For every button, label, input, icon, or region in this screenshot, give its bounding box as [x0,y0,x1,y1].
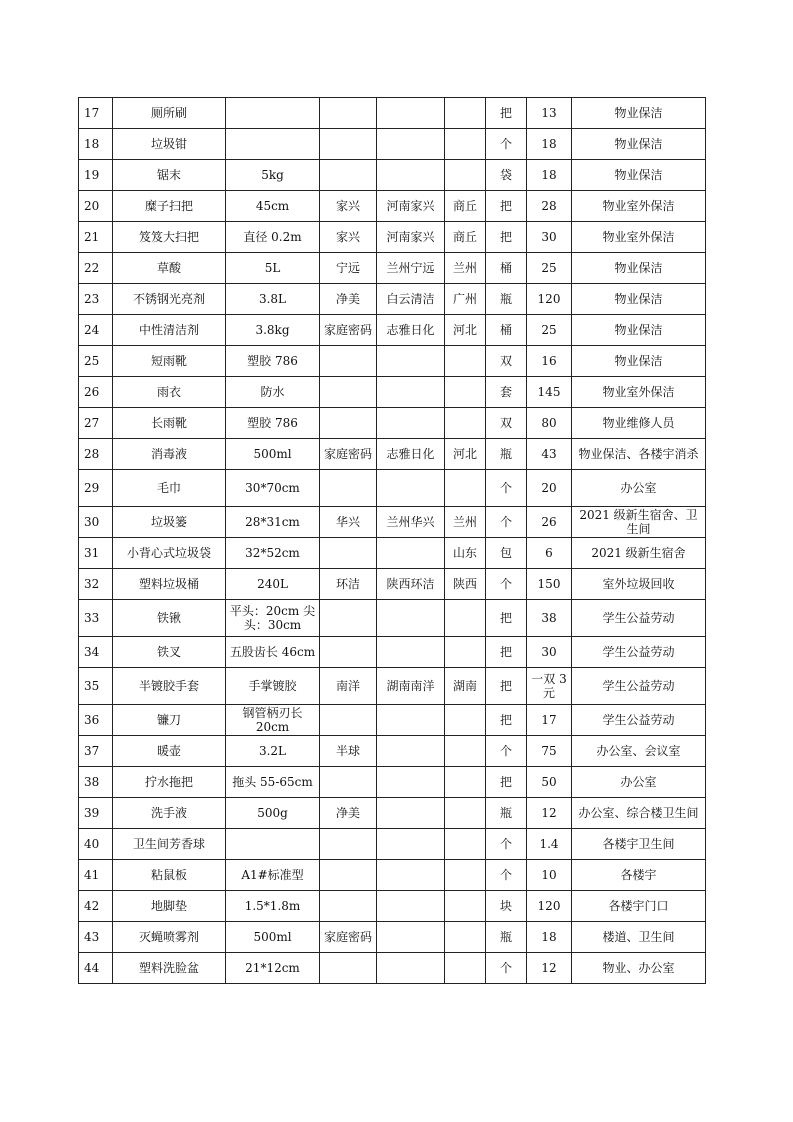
cell-specification [226,829,320,860]
cell-usage: 学生公益劳动 [572,600,706,637]
cell-specification [226,129,320,160]
cell-unit-price: 6 [527,538,572,569]
cell-item-name: 铁锹 [113,600,226,637]
cell-unit-price: 一双 3 元 [527,668,572,705]
cell-unit-price: 38 [527,600,572,637]
cell-number: 24 [79,315,113,346]
cell-brand [320,160,377,191]
cell-unit: 套 [486,377,527,408]
cell-unit: 包 [486,538,527,569]
cell-number: 29 [79,470,113,507]
cell-unit: 把 [486,191,527,222]
cell-origin [445,408,486,439]
cell-usage: 物业保洁 [572,346,706,377]
table-row [79,798,706,829]
cell-item-name: 铁叉 [113,637,226,668]
cell-specification: 21*12cm [226,953,320,984]
cell-specification: 500g [226,798,320,829]
cell-unit: 个 [486,860,527,891]
cell-origin [445,129,486,160]
cell-usage: 办公室、会议室 [572,736,706,767]
cell-usage: 物业室外保洁 [572,191,706,222]
cell-item-name: 粘鼠板 [113,860,226,891]
table-row [79,191,706,222]
cell-origin [445,600,486,637]
cell-usage: 物业维修人员 [572,408,706,439]
cell-brand [320,637,377,668]
cell-number: 42 [79,891,113,922]
cell-item-name: 小背心式垃圾袋 [113,538,226,569]
cell-specification: 拖头 55-65cm [226,767,320,798]
cell-unit: 瓶 [486,798,527,829]
cell-origin [445,736,486,767]
cell-manufacturer [377,538,445,569]
cell-unit: 块 [486,891,527,922]
cell-brand: 家兴 [320,222,377,253]
cell-number: 26 [79,377,113,408]
cell-item-name: 卫生间芳香球 [113,829,226,860]
table-row [79,315,706,346]
cell-manufacturer [377,408,445,439]
cell-item-name: 暖壶 [113,736,226,767]
cell-unit-price: 75 [527,736,572,767]
cell-origin [445,470,486,507]
cell-brand: 家庭密码 [320,922,377,953]
table-row [79,922,706,953]
cell-unit: 把 [486,98,527,129]
cell-number: 41 [79,860,113,891]
cell-usage: 办公室 [572,470,706,507]
cell-unit-price: 1.4 [527,829,572,860]
cell-origin [445,98,486,129]
cell-item-name: 拧水拖把 [113,767,226,798]
cell-usage: 办公室、综合楼卫生间 [572,798,706,829]
cell-usage: 楼道、卫生间 [572,922,706,953]
cell-usage: 物业保洁、各楼宇消杀 [572,439,706,470]
cell-brand: 宁远 [320,253,377,284]
cell-unit-price: 120 [527,891,572,922]
table-row [79,222,706,253]
cell-unit-price: 12 [527,953,572,984]
cell-item-name: 锯末 [113,160,226,191]
table-row [79,346,706,377]
cell-number: 32 [79,569,113,600]
cell-manufacturer [377,798,445,829]
cell-usage: 物业保洁 [572,160,706,191]
cell-unit-price: 25 [527,315,572,346]
cell-origin [445,767,486,798]
cell-unit-price: 25 [527,253,572,284]
cell-unit: 瓶 [486,922,527,953]
cell-unit-price: 30 [527,637,572,668]
cell-number: 23 [79,284,113,315]
cell-origin [445,891,486,922]
cell-manufacturer: 兰州华兴 [377,507,445,538]
table-row [79,284,706,315]
cell-manufacturer [377,129,445,160]
cell-manufacturer: 志雅日化 [377,315,445,346]
inventory-table [78,97,706,984]
cell-brand: 华兴 [320,507,377,538]
cell-usage: 物业、办公室 [572,953,706,984]
cell-unit: 把 [486,222,527,253]
table-row [79,637,706,668]
cell-unit: 双 [486,408,527,439]
table-row [79,668,706,705]
cell-item-name: 不锈钢光亮剂 [113,284,226,315]
cell-manufacturer [377,98,445,129]
cell-number: 28 [79,439,113,470]
cell-origin: 兰州 [445,507,486,538]
table-row [79,538,706,569]
cell-origin: 河北 [445,439,486,470]
cell-item-name: 镰刀 [113,705,226,736]
cell-specification: 五股齿长 46cm [226,637,320,668]
cell-brand [320,891,377,922]
cell-origin [445,346,486,377]
cell-specification: 3.2L [226,736,320,767]
cell-unit: 瓶 [486,284,527,315]
cell-unit: 把 [486,637,527,668]
cell-origin [445,377,486,408]
cell-unit: 个 [486,829,527,860]
cell-item-name: 塑料洗脸盆 [113,953,226,984]
cell-unit-price: 16 [527,346,572,377]
cell-origin [445,705,486,736]
cell-usage: 各楼宇 [572,860,706,891]
cell-unit-price: 28 [527,191,572,222]
cell-origin [445,160,486,191]
table-row [79,569,706,600]
cell-brand: 家兴 [320,191,377,222]
cell-unit: 个 [486,569,527,600]
cell-unit: 个 [486,470,527,507]
cell-manufacturer: 白云清洁 [377,284,445,315]
cell-origin [445,953,486,984]
cell-specification: 45cm [226,191,320,222]
cell-item-name: 笈笈大扫把 [113,222,226,253]
cell-manufacturer: 志雅日化 [377,439,445,470]
cell-unit: 把 [486,600,527,637]
cell-usage: 学生公益劳动 [572,637,706,668]
cell-unit: 袋 [486,160,527,191]
cell-specification: 3.8kg [226,315,320,346]
cell-specification: 手掌镀胶 [226,668,320,705]
cell-unit: 个 [486,953,527,984]
cell-usage: 物业保洁 [572,315,706,346]
cell-number: 33 [79,600,113,637]
cell-specification: 30*70cm [226,470,320,507]
cell-number: 38 [79,767,113,798]
cell-brand [320,408,377,439]
cell-manufacturer: 湖南南洋 [377,668,445,705]
cell-unit: 个 [486,736,527,767]
cell-item-name: 消毒液 [113,439,226,470]
cell-unit: 瓶 [486,439,527,470]
table-row [79,408,706,439]
cell-specification: 500ml [226,922,320,953]
cell-usage: 学生公益劳动 [572,705,706,736]
cell-item-name: 草酸 [113,253,226,284]
cell-usage: 各楼宇卫生间 [572,829,706,860]
cell-item-name: 雨衣 [113,377,226,408]
cell-manufacturer [377,377,445,408]
cell-manufacturer [377,470,445,507]
cell-manufacturer [377,829,445,860]
cell-origin [445,798,486,829]
cell-usage: 物业室外保洁 [572,377,706,408]
cell-specification: A1#标准型 [226,860,320,891]
cell-manufacturer [377,705,445,736]
table-row [79,829,706,860]
cell-unit-price: 18 [527,922,572,953]
cell-manufacturer [377,891,445,922]
cell-unit-price: 10 [527,860,572,891]
cell-item-name: 短雨靴 [113,346,226,377]
cell-brand [320,346,377,377]
cell-origin: 商丘 [445,222,486,253]
cell-specification: 防水 [226,377,320,408]
cell-manufacturer [377,860,445,891]
cell-number: 20 [79,191,113,222]
cell-number: 27 [79,408,113,439]
table-row [79,160,706,191]
cell-origin: 商丘 [445,191,486,222]
table-row [79,705,706,736]
cell-origin: 湖南 [445,668,486,705]
cell-unit-price: 50 [527,767,572,798]
cell-usage: 物业保洁 [572,129,706,160]
cell-usage: 2021 级新生宿舍 [572,538,706,569]
cell-number: 43 [79,922,113,953]
table-row [79,736,706,767]
table-row [79,98,706,129]
cell-item-name: 垃圾篓 [113,507,226,538]
cell-number: 22 [79,253,113,284]
cell-specification: 500ml [226,439,320,470]
cell-specification: 塑胶 786 [226,346,320,377]
cell-usage: 物业保洁 [572,98,706,129]
cell-unit-price: 17 [527,705,572,736]
cell-brand: 净美 [320,798,377,829]
table-row [79,129,706,160]
cell-number: 44 [79,953,113,984]
cell-item-name: 洗手液 [113,798,226,829]
cell-manufacturer: 兰州宁远 [377,253,445,284]
cell-origin: 广州 [445,284,486,315]
cell-unit-price: 150 [527,569,572,600]
cell-unit-price: 80 [527,408,572,439]
cell-number: 25 [79,346,113,377]
cell-manufacturer [377,160,445,191]
cell-unit-price: 12 [527,798,572,829]
cell-specification: 5L [226,253,320,284]
cell-origin: 河北 [445,315,486,346]
cell-brand [320,129,377,160]
cell-specification: 28*31cm [226,507,320,538]
cell-specification: 240L [226,569,320,600]
cell-specification: 塑胶 786 [226,408,320,439]
cell-brand [320,829,377,860]
cell-origin [445,637,486,668]
cell-number: 40 [79,829,113,860]
table-body [79,98,706,984]
cell-brand [320,377,377,408]
cell-number: 31 [79,538,113,569]
cell-unit-price: 30 [527,222,572,253]
cell-usage: 各楼宇门口 [572,891,706,922]
cell-usage: 学生公益劳动 [572,668,706,705]
cell-item-name: 糜子扫把 [113,191,226,222]
cell-manufacturer: 河南家兴 [377,222,445,253]
table-row [79,439,706,470]
cell-origin: 山东 [445,538,486,569]
cell-brand: 净美 [320,284,377,315]
cell-unit-price: 26 [527,507,572,538]
cell-number: 37 [79,736,113,767]
cell-specification [226,98,320,129]
cell-specification: 钢管柄刃长 20cm [226,705,320,736]
cell-unit-price: 20 [527,470,572,507]
cell-item-name: 垃圾钳 [113,129,226,160]
cell-specification: 平头：20cm 尖头：30cm [226,600,320,637]
cell-unit: 个 [486,129,527,160]
table-row [79,953,706,984]
cell-unit-price: 18 [527,129,572,160]
cell-specification: 1.5*1.8m [226,891,320,922]
cell-brand [320,705,377,736]
cell-unit: 把 [486,668,527,705]
cell-brand [320,767,377,798]
cell-unit-price: 13 [527,98,572,129]
cell-usage: 办公室 [572,767,706,798]
cell-number: 17 [79,98,113,129]
cell-item-name: 半镀胶手套 [113,668,226,705]
cell-manufacturer [377,600,445,637]
cell-number: 35 [79,668,113,705]
cell-unit: 把 [486,705,527,736]
cell-number: 19 [79,160,113,191]
cell-usage: 2021 级新生宿舍、卫生间 [572,507,706,538]
cell-specification: 直径 0.2m [226,222,320,253]
cell-brand: 半球 [320,736,377,767]
cell-manufacturer [377,953,445,984]
cell-unit: 桶 [486,253,527,284]
cell-item-name: 长雨靴 [113,408,226,439]
cell-origin: 陕西 [445,569,486,600]
cell-brand: 家庭密码 [320,315,377,346]
cell-unit-price: 145 [527,377,572,408]
cell-manufacturer: 陕西环洁 [377,569,445,600]
cell-item-name: 塑料垃圾桶 [113,569,226,600]
table-row [79,767,706,798]
cell-usage: 物业保洁 [572,284,706,315]
cell-number: 36 [79,705,113,736]
cell-number: 30 [79,507,113,538]
cell-number: 21 [79,222,113,253]
cell-unit: 个 [486,507,527,538]
cell-item-name: 中性清洁剂 [113,315,226,346]
cell-origin [445,922,486,953]
cell-manufacturer [377,637,445,668]
cell-usage: 室外垃圾回收 [572,569,706,600]
table-row [79,253,706,284]
cell-item-name: 厕所刷 [113,98,226,129]
cell-manufacturer: 河南家兴 [377,191,445,222]
cell-unit: 双 [486,346,527,377]
cell-brand: 环洁 [320,569,377,600]
cell-specification: 32*52cm [226,538,320,569]
table-row [79,507,706,538]
cell-manufacturer [377,736,445,767]
cell-specification: 5kg [226,160,320,191]
cell-origin: 兰州 [445,253,486,284]
cell-brand [320,600,377,637]
cell-unit-price: 120 [527,284,572,315]
cell-brand [320,953,377,984]
table-row [79,891,706,922]
cell-manufacturer [377,922,445,953]
cell-manufacturer [377,767,445,798]
cell-unit-price: 43 [527,439,572,470]
cell-unit-price: 18 [527,160,572,191]
cell-unit: 桶 [486,315,527,346]
cell-origin [445,829,486,860]
cell-brand [320,860,377,891]
cell-brand [320,538,377,569]
table-row [79,600,706,637]
cell-number: 39 [79,798,113,829]
cell-usage: 物业保洁 [572,253,706,284]
cell-brand: 家庭密码 [320,439,377,470]
cell-brand: 南洋 [320,668,377,705]
table-row [79,470,706,507]
cell-item-name: 灭蝇喷雾剂 [113,922,226,953]
cell-number: 34 [79,637,113,668]
cell-brand [320,470,377,507]
cell-origin [445,860,486,891]
cell-brand [320,98,377,129]
cell-number: 18 [79,129,113,160]
cell-specification: 3.8L [226,284,320,315]
cell-item-name: 毛巾 [113,470,226,507]
cell-unit: 把 [486,767,527,798]
cell-manufacturer [377,346,445,377]
cell-usage: 物业室外保洁 [572,222,706,253]
table-row [79,377,706,408]
cell-item-name: 地脚垫 [113,891,226,922]
table-row [79,860,706,891]
